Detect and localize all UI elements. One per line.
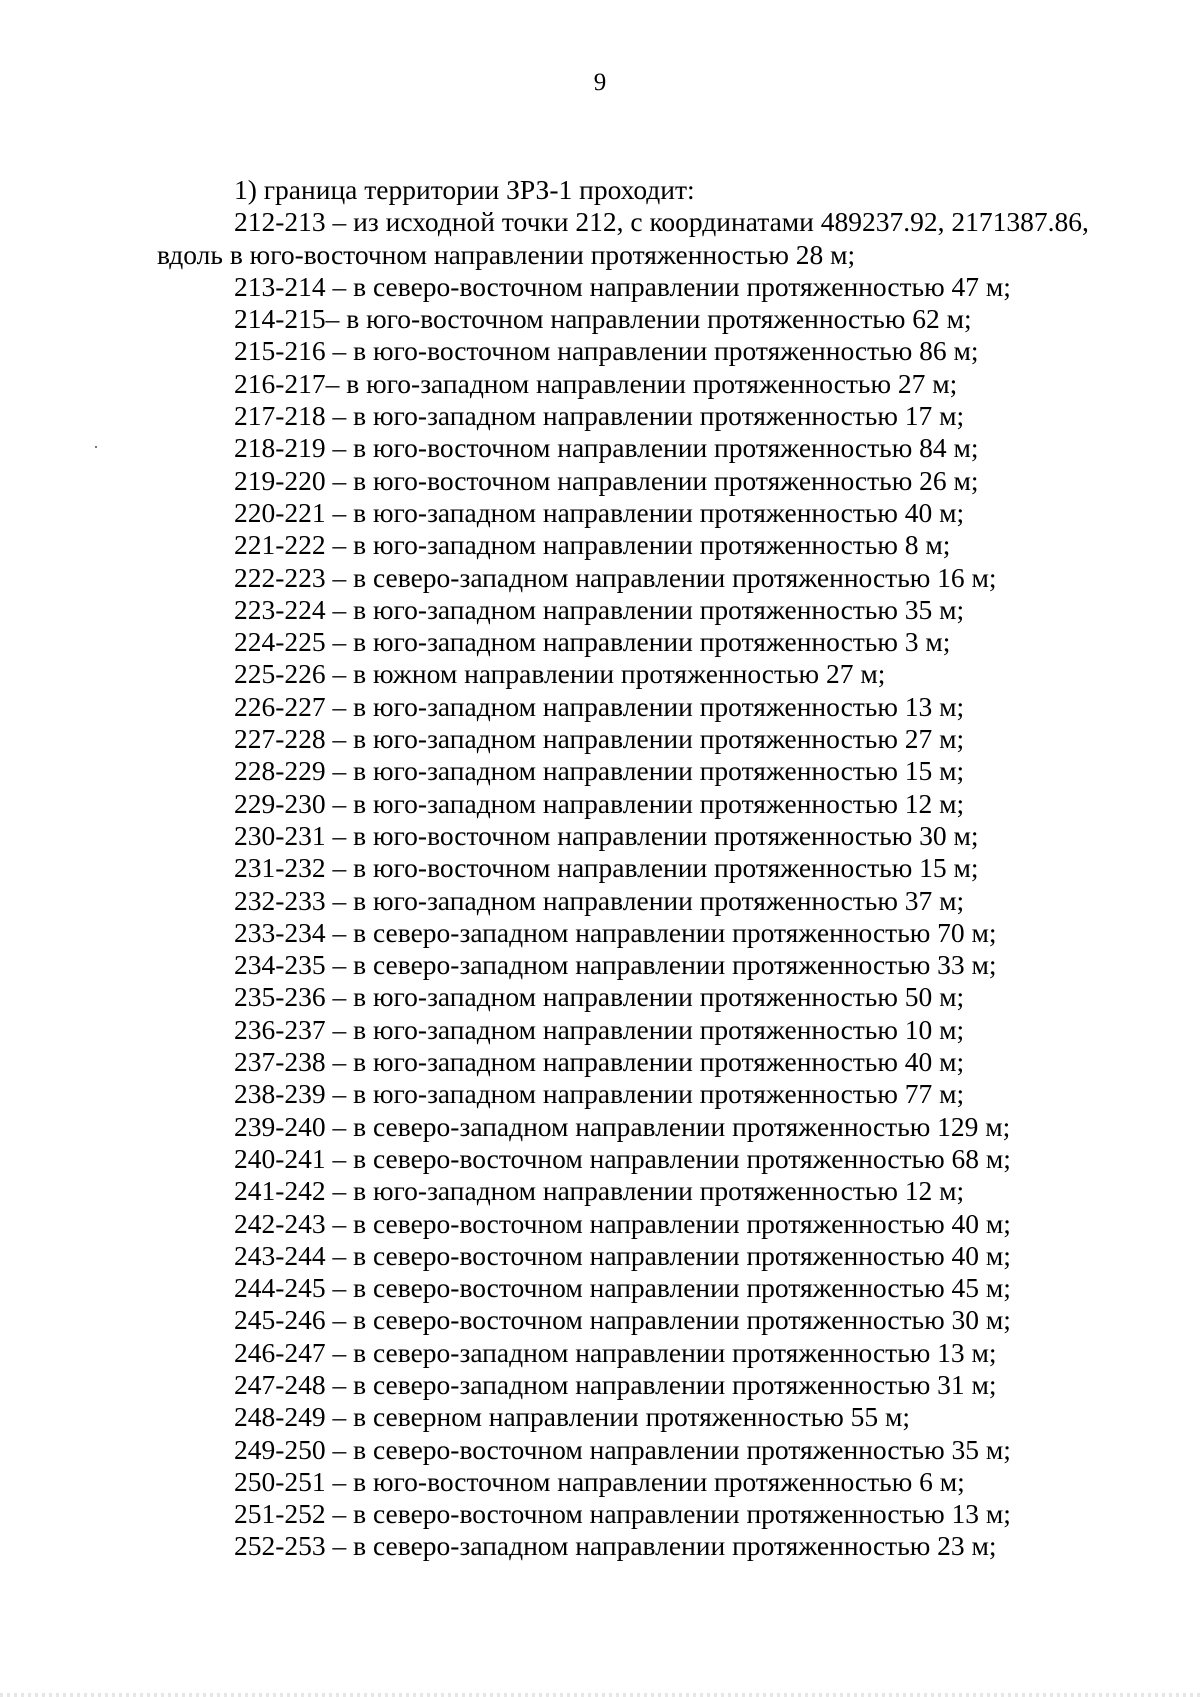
scan-speck	[95, 446, 97, 448]
first-segment-line-2: вдоль в юго-восточном направлении протяженностью 28 м;	[157, 238, 856, 270]
segment-item: 238-239 – в юго-западном направлении протяженностью 77 м;	[234, 1078, 965, 1110]
page-number: 9	[593, 69, 607, 96]
segment-item: 247-248 – в северо-западном направлении протяженностью 31 м;	[234, 1368, 997, 1400]
boundary-description	[157, 174, 1089, 1563]
segment-item: 214-215– в юго-восточном направлении протяженностью 62 м;	[234, 303, 972, 335]
segment-item: 224-225 – в юго-западном направлении протяженностью 3 м;	[234, 626, 951, 658]
segment-item: 232-233 – в юго-западном направлении протяженностью 37 м;	[234, 884, 965, 916]
segment-item: 213-214 – в северо-восточном направлении протяженностью 47 м;	[234, 270, 1011, 302]
segment-item: 223-224 – в юго-западном направлении протяженностью 35 м;	[234, 593, 965, 625]
segment-item: 229-230 – в юго-западном направлении протяженностью 12 м;	[234, 787, 965, 819]
segment-item: 225-226 – в южном направлении протяженностью 27 м;	[234, 658, 886, 690]
segment-item: 215-216 – в юго-восточном направлении протяженностью 86 м;	[234, 335, 979, 367]
segment-item: 243-244 – в северо-восточном направлении протяженностью 40 м;	[234, 1239, 1011, 1271]
intro-paragraph: 1) граница территории ЗРЗ-1 проходит:	[234, 174, 695, 205]
segment-item: 233-234 – в северо-западном направлении протяженностью 70 м;	[234, 916, 997, 948]
segment-item: 239-240 – в северо-западном направлении протяженностью 129 м;	[234, 1110, 1011, 1142]
segment-item: 235-236 – в юго-западном направлении протяженностью 50 м;	[234, 981, 965, 1013]
segment-item: 218-219 – в юго-восточном направлении протяженностью 84 м;	[234, 432, 979, 464]
segment-item: 251-252 – в северо-восточном направлении протяженностью 13 м;	[234, 1498, 1011, 1530]
segment-list	[157, 271, 1057, 1563]
segment-item: 252-253 – в северо-западном направлении протяженностью 23 м;	[234, 1530, 997, 1562]
segment-item: 231-232 – в юго-восточном направлении протяженностью 15 м;	[234, 852, 979, 884]
segment-item: 227-228 – в юго-западном направлении протяженностью 27 м;	[234, 723, 965, 755]
segment-item: 234-235 – в северо-западном направлении протяженностью 33 м;	[234, 949, 997, 981]
segment-item: 222-223 – в северо-западном направлении протяженностью 16 м;	[234, 561, 997, 593]
segment-item: 216-217– в юго-западном направлении протяженностью 27 м;	[234, 367, 958, 399]
segment-item: 228-229 – в юго-западном направлении протяженностью 15 м;	[234, 755, 965, 787]
segment-item: 248-249 – в северном направлении протяженностью 55 м;	[234, 1401, 911, 1433]
segment-item: 246-247 – в северо-западном направлении протяженностью 13 м;	[234, 1336, 997, 1368]
segment-item: 244-245 – в северо-восточном направлении протяженностью 45 м;	[234, 1272, 1011, 1304]
segment-item: 220-221 – в юго-западном направлении протяженностью 40 м;	[234, 496, 965, 528]
segment-item: 236-237 – в юго-западном направлении протяженностью 10 м;	[234, 1013, 965, 1045]
segment-item: 217-218 – в юго-западном направлении протяженностью 17 м;	[234, 400, 965, 432]
segment-item: 219-220 – в юго-восточном направлении протяженностью 26 м;	[234, 464, 979, 496]
first-segment-line-1: 212-213 – из исходной точки 212, с координатами 489237.92, 2171387.86,	[234, 206, 1089, 238]
segment-item: 245-246 – в северо-восточном направлении протяженностью 30 м;	[234, 1304, 1011, 1336]
segment-item: 230-231 – в юго-восточном направлении протяженностью 30 м;	[234, 819, 979, 851]
segment-item: 242-243 – в северо-восточном направлении протяженностью 40 м;	[234, 1207, 1011, 1239]
segment-item: 249-250 – в северо-восточном направлении протяженностью 35 м;	[234, 1433, 1011, 1465]
segment-item: 237-238 – в юго-западном направлении протяженностью 40 м;	[234, 1046, 965, 1078]
segment-item: 226-227 – в юго-западном направлении протяженностью 13 м;	[234, 690, 965, 722]
segment-item: 221-222 – в юго-западном направлении протяженностью 8 м;	[234, 529, 951, 561]
segment-item: 250-251 – в юго-восточном направлении протяженностью 6 м;	[234, 1465, 965, 1497]
scan-bottom-edge	[0, 1693, 1200, 1697]
segment-item: 240-241 – в северо-восточном направлении протяженностью 68 м;	[234, 1142, 1011, 1174]
segment-item: 241-242 – в юго-западном направлении протяженностью 12 м;	[234, 1175, 965, 1207]
